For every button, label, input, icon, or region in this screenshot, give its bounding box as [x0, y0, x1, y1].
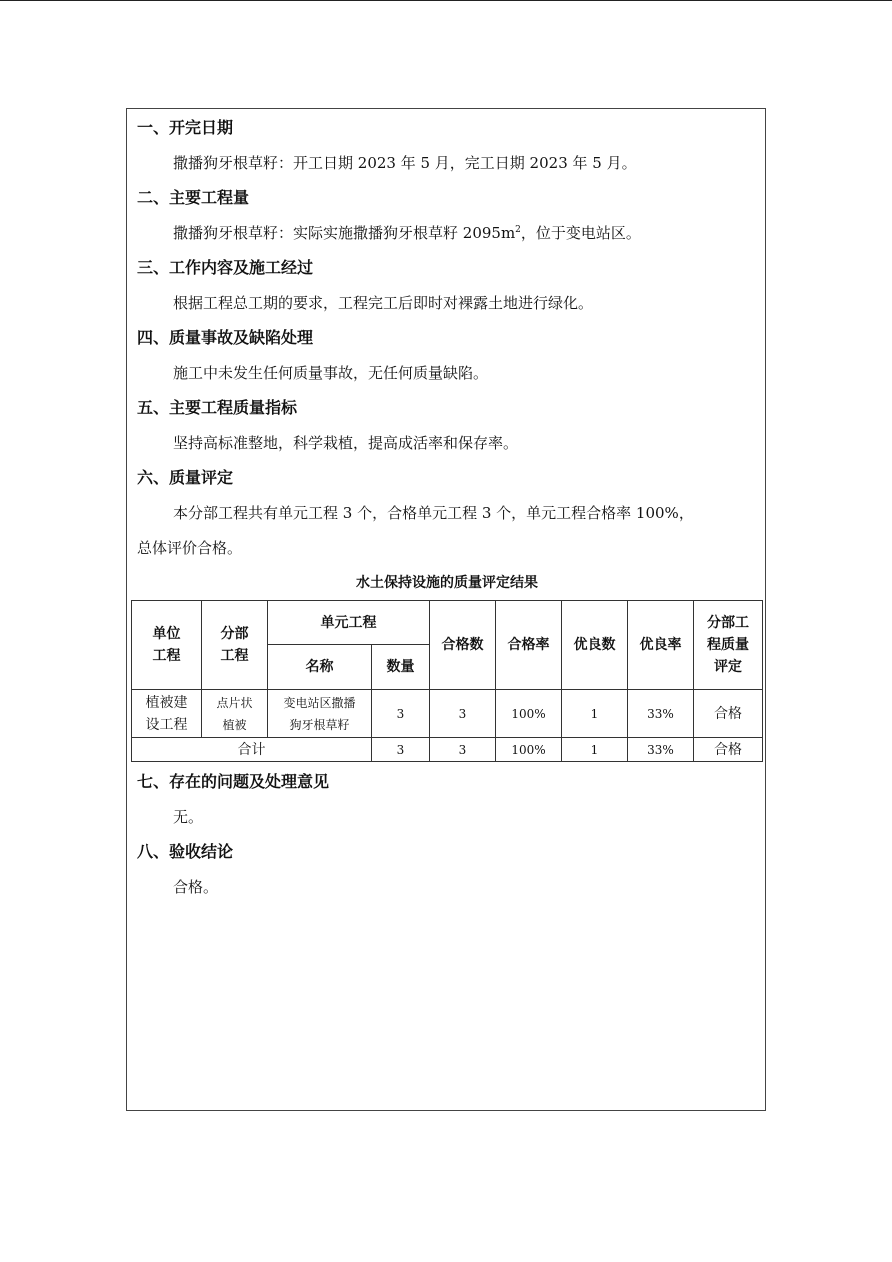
section-2-text-sup: 2 [515, 225, 521, 235]
cell-sub-a: 点片状 [216, 695, 253, 710]
header-sub-a: 分部 [220, 626, 249, 642]
section-2-text [173, 223, 641, 243]
section-6-text-line2: 总体评价合格。 [137, 539, 243, 557]
header-unit [132, 601, 202, 690]
table-caption: 水土保持设施的质量评定结果 [356, 575, 538, 591]
total-qualified-count: 3 [430, 738, 496, 762]
cell-sub-b: 植被 [222, 717, 247, 732]
header-sub-b: 工程 [220, 648, 249, 664]
total-quantity: 3 [372, 738, 430, 762]
section-1-text: 撒播狗牙根草籽：开工日期 2023 年 5 月，完工日期 2023 年 5 月。 [173, 154, 637, 172]
cell-rating: 合格 [694, 690, 763, 738]
section-5-text: 坚持高标准整地，科学栽植，提高成活率和保存率。 [173, 434, 519, 452]
section-6-heading: 六、质量评定 [137, 468, 234, 487]
cell-unit-a: 植被建 [145, 694, 188, 711]
cell-qualified-rate: 100% [496, 690, 562, 738]
section-8-heading: 八、验收结论 [137, 842, 234, 861]
section-7-text: 无。 [173, 808, 204, 826]
total-rating: 合格 [694, 738, 763, 762]
cell-excellent-rate: 33% [628, 690, 694, 738]
section-7-heading: 七、存在的问题及处理意见 [137, 772, 330, 791]
total-label: 合计 [132, 738, 372, 762]
cell-name [268, 690, 372, 738]
header-qualified-rate: 合格率 [496, 601, 562, 690]
section-4-heading: 四、质量事故及缺陷处理 [137, 328, 314, 347]
total-qualified-rate: 100% [496, 738, 562, 762]
section-2-heading: 二、主要工程量 [137, 188, 250, 207]
header-element: 单元工程 [268, 601, 430, 645]
cell-unit-b: 设工程 [145, 716, 188, 733]
table-total-row [132, 738, 763, 762]
section-4-text: 施工中未发生任何质量事故，无任何质量缺陷。 [173, 364, 489, 382]
header-qualified-count: 合格数 [430, 601, 496, 690]
report-frame [126, 108, 766, 1111]
section-2-text-a: 撒播狗牙根草籽：实际实施撒播狗牙根草籽 2095m [173, 224, 516, 242]
cell-name-b: 狗牙根草籽 [289, 717, 350, 732]
header-rating-a: 分部工 [707, 615, 749, 631]
section-5-heading: 五、主要工程质量指标 [137, 398, 298, 417]
header-excellent-count: 优良数 [562, 601, 628, 690]
total-excellent-rate: 33% [628, 738, 694, 762]
cell-sub [202, 690, 268, 738]
header-unit-a: 单位 [152, 626, 181, 642]
header-rating-c: 评定 [714, 659, 742, 675]
cell-qualified-count: 3 [430, 690, 496, 738]
section-8-text: 合格。 [173, 878, 219, 896]
cell-name-a: 变电站区撒播 [283, 695, 356, 710]
section-3-text: 根据工程总工期的要求，工程完工后即时对裸露土地进行绿化。 [173, 294, 594, 312]
section-3-heading: 三、工作内容及施工经过 [137, 258, 314, 277]
header-rating [694, 601, 763, 690]
cell-quantity: 3 [372, 690, 430, 738]
quality-table [131, 600, 763, 762]
section-2-text-b: ，位于变电站区。 [520, 224, 641, 242]
header-unit-b: 工程 [152, 648, 181, 664]
header-excellent-rate: 优良率 [628, 601, 694, 690]
section-1-heading: 一、开完日期 [137, 118, 234, 137]
header-rating-b: 程质量 [707, 637, 749, 653]
total-excellent-count: 1 [562, 738, 628, 762]
header-quantity: 数量 [372, 645, 430, 690]
page-top-rule [0, 0, 892, 1]
header-sub [202, 601, 268, 690]
header-name: 名称 [268, 645, 372, 690]
cell-unit [132, 690, 202, 738]
table-row [132, 690, 763, 738]
section-6-text-line1: 本分部工程共有单元工程 3 个，合格单元工程 3 个，单元工程合格率 100%， [173, 504, 694, 522]
cell-excellent-count: 1 [562, 690, 628, 738]
